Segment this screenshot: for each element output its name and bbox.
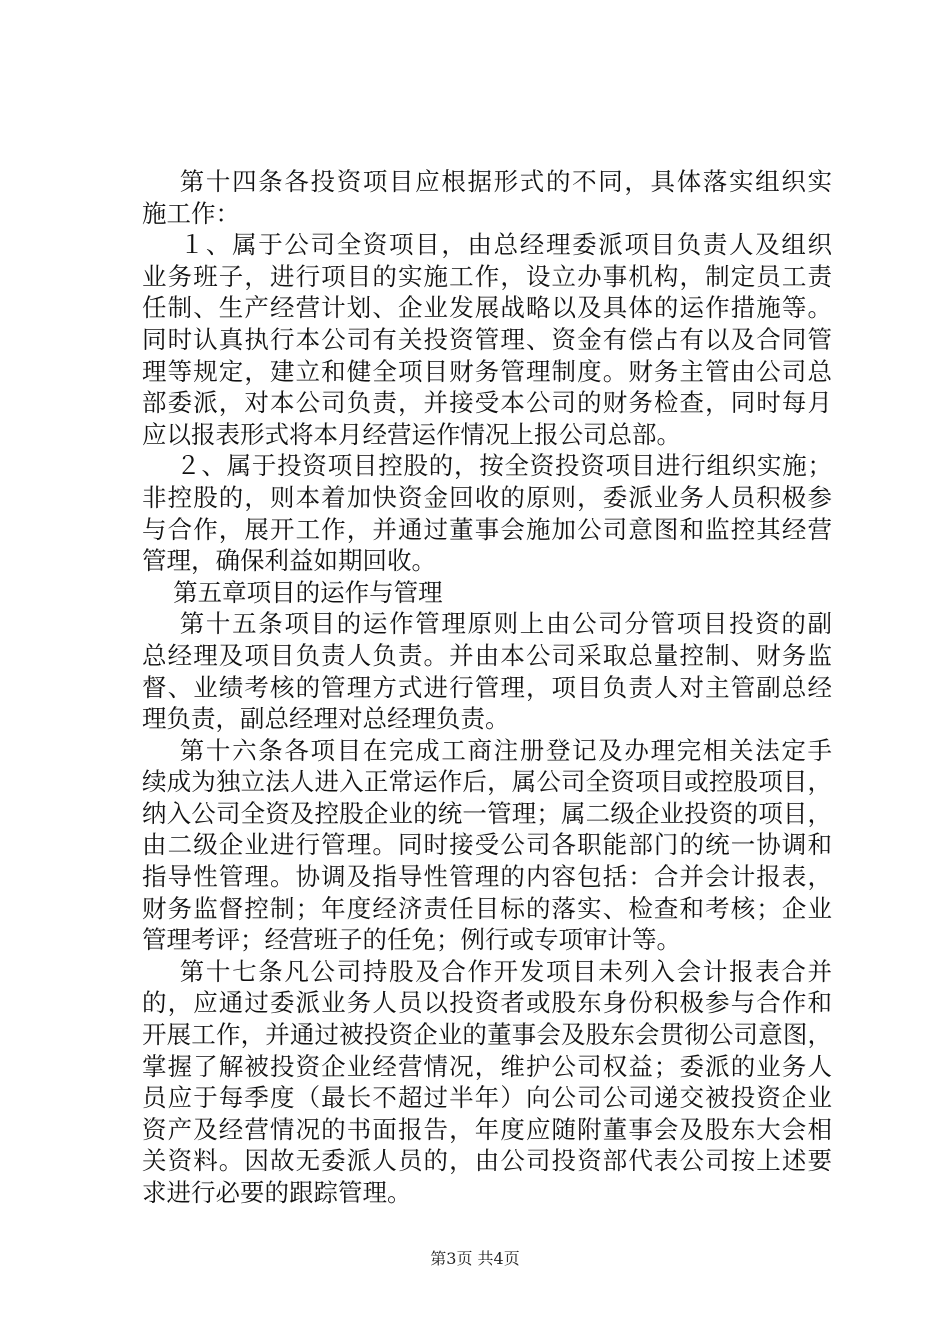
text-line: 任制、生产经营计划、企业发展战略以及具体的运作措施等。	[142, 293, 832, 323]
document-body	[142, 166, 832, 1209]
text-line: 总经理及项目负责人负责。并由本公司采取总量控制、财务监	[142, 640, 832, 670]
text-line: 理负责，副总经理对总经理负责。	[142, 704, 510, 734]
text-line: ２、属于投资项目控股的，按全资投资项目进行组织实施；	[142, 451, 832, 481]
text-line: 管理，确保利益如期回收。	[142, 546, 436, 576]
text-line: 第十四条各投资项目应根据形式的不同，具体落实组织实	[142, 167, 832, 196]
text-line: 关资料。因故无委派人员的，由公司投资部代表公司按上述要	[142, 1146, 832, 1176]
text-line: 应以报表形式将本月经营运作情况上报公司总部。	[142, 419, 681, 449]
text-line: 非控股的，则本着加快资金回收的原则，委派业务人员积极参	[142, 482, 832, 512]
page-footer: 第3页 共4页	[430, 1249, 520, 1268]
text-line: 续成为独立法人进入正常运作后，属公司全资项目或控股项目，	[142, 767, 832, 797]
text-line: 管理考评；经营班子的任免；例行或专项审计等。	[142, 925, 681, 955]
text-line: 掌握了解被投资企业经营情况，维护公司权益；委派的业务人	[142, 1051, 832, 1081]
text-line: 理等规定，建立和健全项目财务管理制度。财务主管由公司总	[142, 356, 832, 386]
text-line: 财务监督控制；年度经济责任目标的落实、检查和考核；企业	[142, 893, 832, 923]
text-line: 业务班子，进行项目的实施工作，设立办事机构，制定员工责	[142, 261, 832, 291]
text-line: 部委派，对本公司负责，并接受本公司的财务检查，同时每月	[142, 388, 832, 418]
text-line: 第十六条各项目在完成工商注册登记及办理完相关法定手	[142, 735, 832, 765]
text-line: 第十七条凡公司持股及合作开发项目未列入会计报表合并	[142, 956, 832, 986]
text-line: 与合作，展开工作，并通过董事会施加公司意图和监控其经营	[142, 514, 832, 544]
text-line: 的，应通过委派业务人员以投资者或股东身份积极参与合作和	[142, 988, 832, 1018]
text-line: 纳入公司全资及控股企业的统一管理；属二级企业投资的项目，	[142, 798, 832, 828]
text-line: 开展工作，并通过被投资企业的董事会及股东会贯彻公司意图，	[142, 1020, 832, 1050]
text-line: 资产及经营情况的书面报告，年度应随附董事会及股东大会相	[142, 1114, 832, 1144]
text-line: 施工作：	[142, 198, 240, 228]
text-line: 指导性管理。协调及指导性管理的内容包括：合并会计报表，	[142, 862, 832, 892]
text-line: 求进行必要的跟踪管理。	[142, 1178, 412, 1207]
text-line: 员应于每季度（最长不超过半年）向公司公司递交被投资企业	[142, 1083, 832, 1113]
text-line: 第十五条项目的运作管理原则上由公司分管项目投资的副	[142, 609, 832, 639]
text-line: 同时认真执行本公司有关投资管理、资金有偿占有以及合同管	[142, 324, 832, 354]
text-line: 由二级企业进行管理。同时接受公司各职能部门的统一协调和	[142, 830, 832, 860]
text-line: 督、业绩考核的管理方式进行管理，项目负责人对主管副总经	[142, 672, 832, 702]
text-line: 第五章项目的运作与管理	[142, 577, 443, 607]
text-line: １、属于公司全资项目，由总经理委派项目负责人及组织	[142, 230, 832, 260]
